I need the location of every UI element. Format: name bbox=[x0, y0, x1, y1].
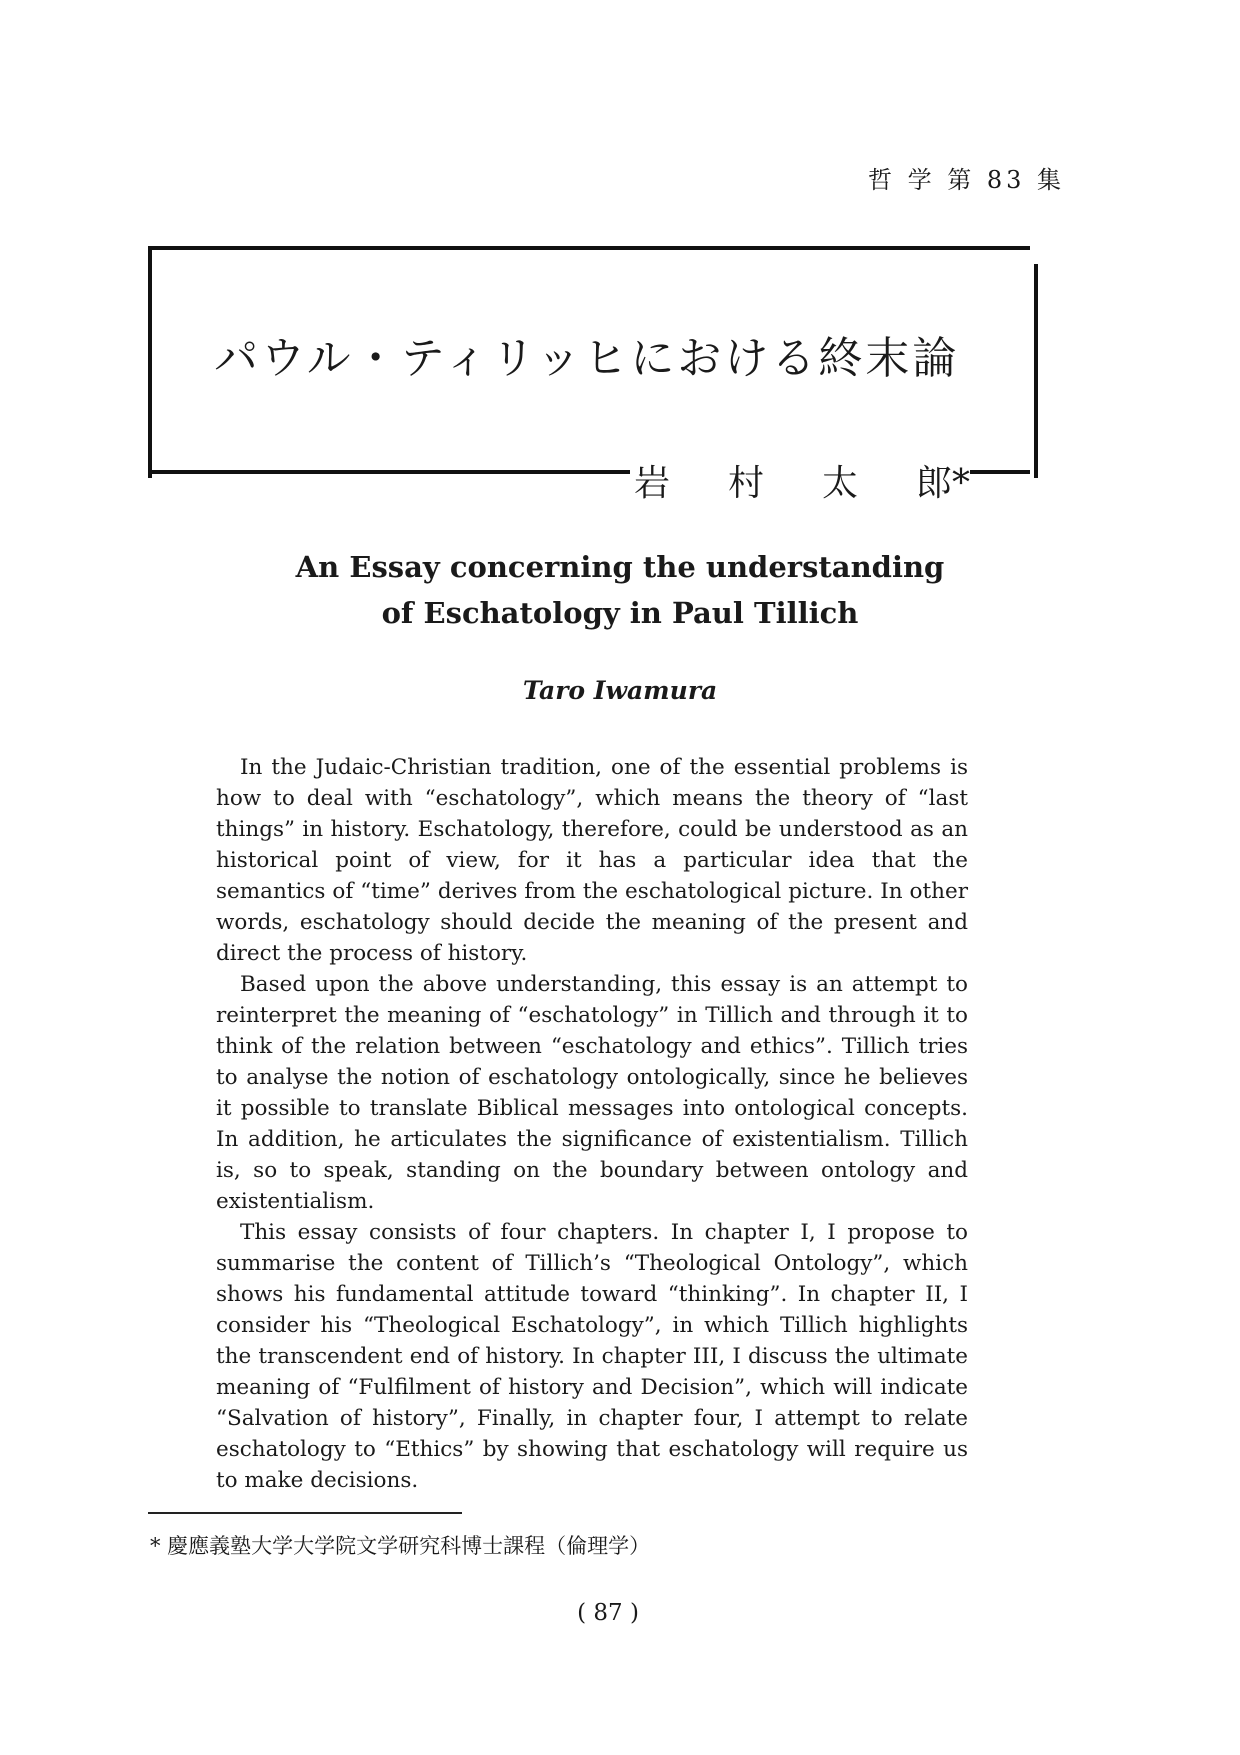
author-rule-left bbox=[148, 470, 630, 474]
abstract-paragraph: Based upon the above understanding, this essay is an attempt to reinterpret the meaning of “eschatology” in Tillich and through it to think of the relation between “eschatology and ethics”. Tillich tries to analyse the notion of eschatology ontologically, since he believes it possible to translate Biblical messages into ontological concepts. In addition, he articulates the significance of existentialism. Tillich is, so to speak, standing on the boundary between ontology and existentialism. bbox=[216, 972, 968, 1214]
english-author: Taro Iwamura bbox=[522, 676, 718, 705]
english-title-line-2: of Eschatology in Paul Tillich bbox=[381, 596, 859, 630]
japanese-title: パウル・ティリッヒにおける終末論 bbox=[214, 333, 960, 384]
footnote: * 慶應義塾大学大学院文学研究科博士課程（倫理学） bbox=[150, 1534, 651, 1558]
japanese-author bbox=[634, 455, 970, 506]
abstract bbox=[216, 752, 968, 1496]
title-frame-right-rule bbox=[1034, 264, 1038, 478]
abstract-paragraph: This essay consists of four chapters. In chapter I, I propose to summarise the content of Tillich’s “Theological Ontology”, which shows his fundamental attitude toward “thinking”. In chapter II, I consider his “Theological Eschatology”, in which Tillich highlights the transcendent end of history. In chapter III, I discuss the ultimate meaning of “Fulfilment of history and Decision”, which will indicate “Salvation of history”, Finally, in chapter four, I attempt to relate eschatology to “Ethics” by showing that eschatology will require us to make decisions. bbox=[216, 1220, 968, 1493]
author-char-1: 岩 bbox=[634, 463, 671, 504]
abstract-paragraph: In the Judaic-Christian tradition, one of the essential problems is how to deal with “eschatology”, which means the theory of “last things” in history. Eschatology, therefore, could be understood as an historical point of view, for it has a particular idea that the semantics of “time” derives from the eschatological picture. In other words, eschatology should decide the meaning of the present and direct the process of history. bbox=[216, 755, 968, 966]
english-title-line-1: An Essay concerning the understanding bbox=[295, 550, 945, 584]
author-rule-right bbox=[970, 470, 1030, 474]
journal-header: 哲 学 第 83 集 bbox=[868, 166, 1066, 194]
author-char-2: 村 bbox=[727, 463, 764, 504]
author-char-3: 太 bbox=[821, 463, 858, 504]
page-number: ( 87 ) bbox=[577, 1600, 639, 1626]
author-char-4: 郎* bbox=[915, 463, 970, 504]
footnote-rule bbox=[148, 1512, 462, 1514]
